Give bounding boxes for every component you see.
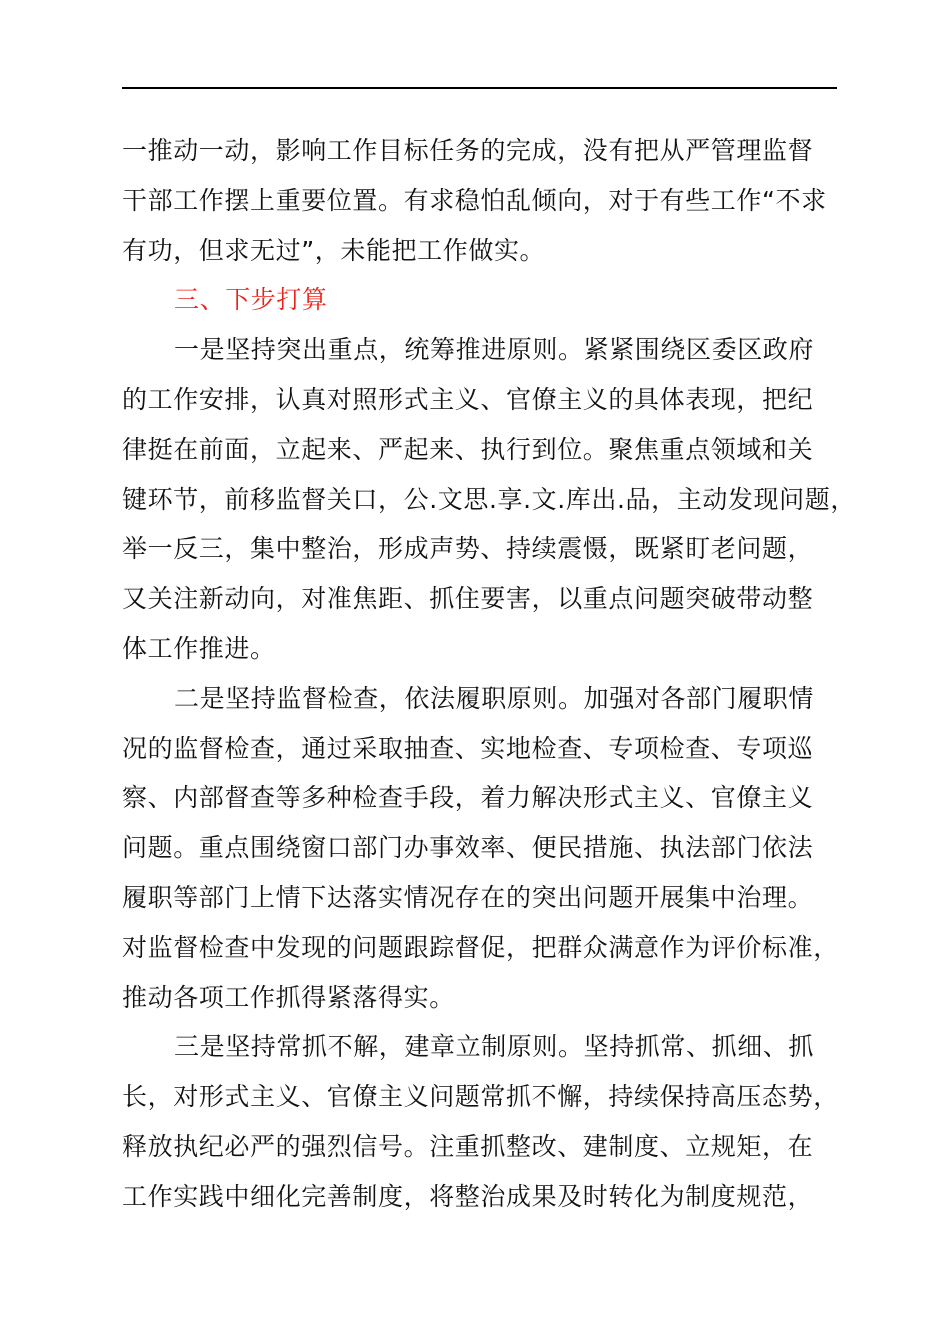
text-line: 问题。重点围绕窗口部门办事效率、便民措施、执法部门依法 (122, 833, 814, 863)
document-body (122, 126, 872, 1222)
text-line: 工作实践中细化完善制度，将整治成果及时转化为制度规范， (122, 1181, 814, 1211)
text-line: 释放执纪必严的强烈信号。注重抓整改、建制度、立规矩，在 (122, 1131, 814, 1161)
text-line: 又关注新动向，对准焦距、抓住要害，以重点问题突破带动整 (122, 584, 814, 614)
text-line: 推动各项工作抓得紧落得实。 (122, 982, 455, 1012)
section-heading: 三、下步打算 (174, 285, 328, 315)
text-line: 的工作安排，认真对照形式主义、官僚主义的具体表现，把纪 (122, 384, 814, 414)
header-rule (122, 87, 837, 89)
text-line: 有功，但求无过”，未能把工作做实。 (122, 235, 546, 265)
text-line: 律挺在前面，立起来、严起来、执行到位。聚焦重点领域和关 (122, 434, 814, 464)
paragraph-start: 一是坚持突出重点，统筹推进原则。紧紧围绕区委区政府 (174, 335, 815, 365)
text-line: 对监督检查中发现的问题跟踪督促，把群众满意作为评价标准， (122, 932, 839, 962)
text-line: 举一反三，集中整治，形成声势、持续震慑，既紧盯老问题， (122, 534, 814, 564)
text-line: 长，对形式主义、官僚主义问题常抓不懈，持续保持高压态势， (122, 1082, 839, 1112)
text-line: 干部工作摆上重要位置。有求稳怕乱倾向，对于有些工作“不求 (122, 185, 827, 215)
paragraph-start: 二是坚持监督检查，依法履职原则。加强对各部门履职情 (174, 683, 815, 713)
text-line: 况的监督检查，通过采取抽查、实地检查、专项检查、专项巡 (122, 733, 814, 763)
text-line: 察、内部督查等多种检查手段，着力解决形式主义、官僚主义 (122, 783, 814, 813)
text-line: 键环节，前移监督关口，公.文思.享.文.库出.品，主动发现问题， (122, 484, 856, 514)
text-line: 体工作推进。 (122, 633, 276, 663)
text-line: 履职等部门上情下达落实情况存在的突出问题开展集中治理。 (122, 882, 814, 912)
paragraph-start: 三是坚持常抓不解，建章立制原则。坚持抓常、抓细、抓 (174, 1032, 815, 1062)
text-line: 一推动一动，影响工作目标任务的完成，没有把从严管理监督 (122, 136, 814, 165)
